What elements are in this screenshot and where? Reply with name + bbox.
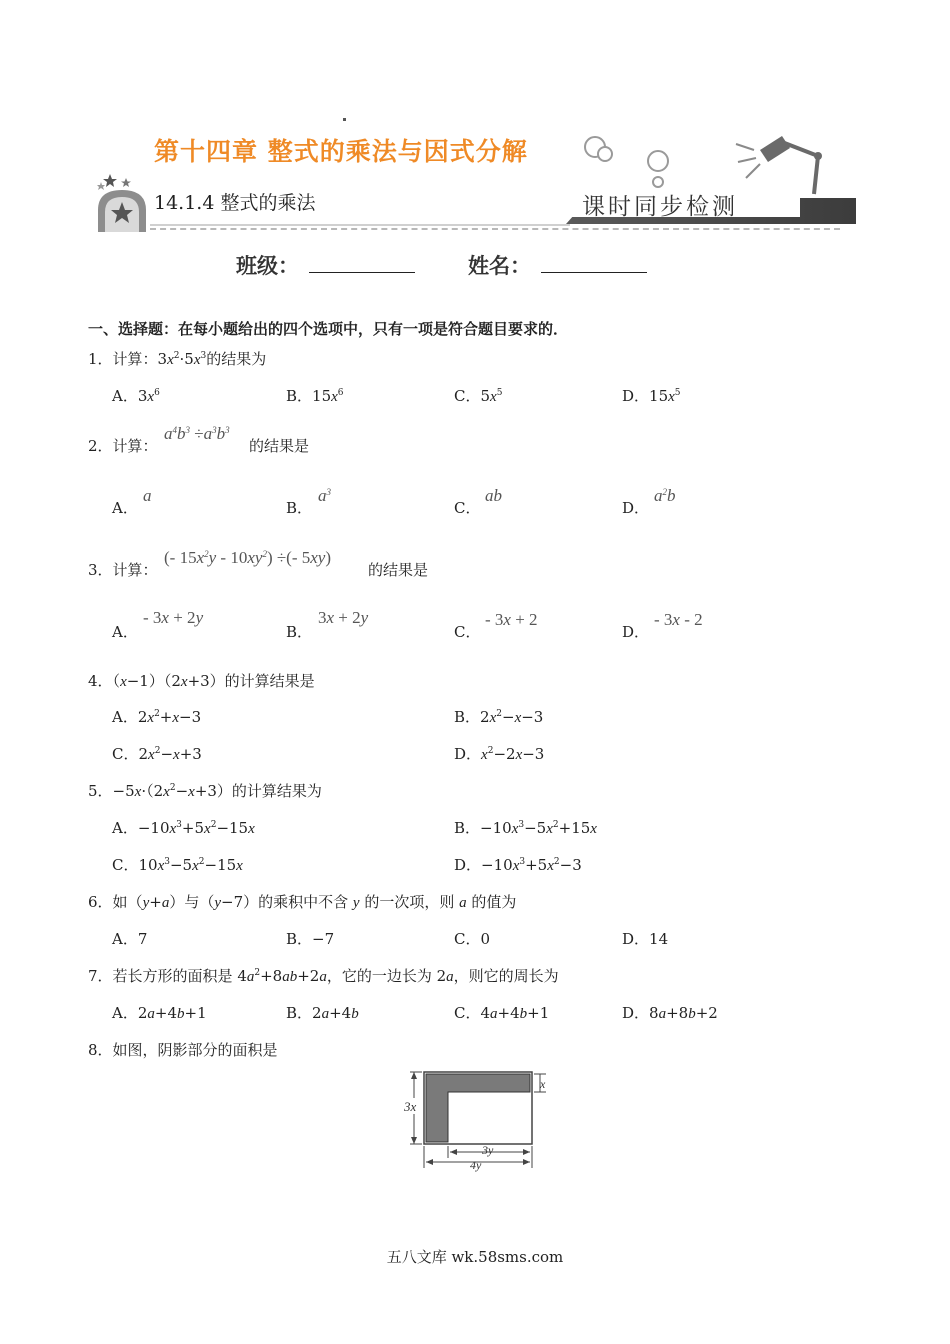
- q3-option-a[interactable]: - 3x + 2y: [143, 608, 204, 627]
- name-input[interactable]: [541, 254, 647, 273]
- question-2: [88, 436, 158, 456]
- q1-option-c[interactable]: C．$5x^5$: [454, 387, 503, 405]
- label-4y: 4y: [470, 1158, 482, 1172]
- q5-option-d[interactable]: D．$-10x^3+5x^2-3$: [454, 856, 582, 874]
- question-8: [88, 1040, 278, 1060]
- q2-option-b[interactable]: $a^3$: [318, 486, 331, 505]
- q7-option-d[interactable]: D．8a+8b+2: [622, 1004, 718, 1022]
- q2-expression: $a^4b^3 \div a^3b^3$: [164, 424, 230, 443]
- header-dot: [343, 118, 346, 121]
- question-number: 6．: [88, 893, 113, 911]
- question-number: 1．: [88, 350, 113, 368]
- question-text: 计算：3: [112, 350, 168, 368]
- q5-option-a[interactable]: A．$-10x^3+5x^2-15x$: [112, 819, 255, 837]
- question-4: 4．（x−1）（2x+3）的计算结果是: [88, 672, 315, 690]
- class-label: 班级：: [236, 254, 299, 278]
- chapter-title: 第十四章 整式的乘法与因式分解: [154, 137, 528, 166]
- q3-expression: (- $15x^2y - 10xy^2$) ÷(- 5xy): [164, 548, 332, 567]
- question-text: 计算：: [112, 561, 158, 579]
- q5-option-c[interactable]: C．$10x^3-5x^2-15x$: [112, 856, 243, 874]
- q6-option-d[interactable]: D．14: [622, 930, 669, 948]
- q7-option-b[interactable]: B．2a+4b: [286, 1004, 359, 1022]
- q2-option-a-label[interactable]: A．: [112, 499, 138, 517]
- q2-option-c-label[interactable]: C．: [454, 499, 481, 517]
- q7-option-a[interactable]: A．2a+4b+1: [112, 1004, 207, 1022]
- footer-text: 五八文库 wk.58sms.com: [386, 1248, 564, 1266]
- q7-option-c[interactable]: C．4a+4b+1: [454, 1004, 550, 1022]
- q2-option-a[interactable]: a: [143, 486, 152, 505]
- header-dashed-rule: [150, 228, 840, 230]
- name-field: [468, 250, 647, 280]
- q4-option-b[interactable]: B．$2x^2-x-3$: [454, 708, 544, 726]
- q3-option-a-label[interactable]: A．: [112, 623, 138, 641]
- q3-suffix: 的结果是: [368, 561, 429, 579]
- question-number: 2．: [88, 437, 113, 455]
- q6-option-b[interactable]: B．−7: [286, 930, 335, 948]
- q2-option-d-label[interactable]: D．: [622, 499, 650, 517]
- q3-option-c[interactable]: - 3x + 2: [485, 610, 538, 629]
- header-rule: [150, 224, 570, 226]
- q3-option-d[interactable]: - 3x - 2: [654, 610, 703, 629]
- bubble-icon: [597, 146, 613, 162]
- shaded-area-figure: [400, 1068, 560, 1172]
- question-text: 如图，阴影部分的面积是: [112, 1041, 278, 1059]
- bubble-icon: [647, 150, 669, 172]
- label-3x: 3x: [404, 1099, 417, 1114]
- question-number: 3．: [88, 561, 113, 579]
- name-label: 姓名：: [468, 254, 531, 278]
- question-number: 7．: [88, 967, 113, 985]
- question-number: 4．: [88, 672, 113, 690]
- q3-option-d-label[interactable]: D．: [622, 623, 650, 641]
- q2-option-b-label[interactable]: B．: [286, 499, 313, 517]
- question-text: 计算：: [112, 437, 158, 455]
- q1-option-d[interactable]: D．$15x^5$: [622, 387, 681, 405]
- q2-suffix: 的结果是: [249, 437, 310, 455]
- q2-option-c[interactable]: ab: [485, 486, 502, 505]
- q6-option-a[interactable]: A．7: [112, 930, 148, 948]
- q6-option-c[interactable]: C．0: [454, 930, 491, 948]
- q5-option-b[interactable]: B．$-10x^3-5x^2+15x$: [454, 819, 597, 837]
- class-field: [236, 250, 415, 280]
- bubble-icon: [652, 176, 664, 188]
- question-number: 8．: [88, 1041, 113, 1059]
- q4-option-d[interactable]: D．$x^2-2x-3$: [454, 745, 545, 763]
- question-3: [88, 560, 158, 580]
- label-3y: 3y: [482, 1143, 494, 1157]
- question-text: 的结果为: [206, 350, 267, 368]
- q3-option-b-label[interactable]: B．: [286, 623, 313, 641]
- q1-option-b[interactable]: B．$15x^6$: [286, 387, 344, 405]
- question-7: 7．若长方形的面积是 $4a^2+8ab+2a$，它的一边长为 2a，则它的周长为: [88, 967, 559, 985]
- section-heading: 一、选择题：在每小题给出的四个选项中，只有一项是符合题目要求的．: [88, 320, 569, 338]
- question-number: 5．: [88, 782, 113, 800]
- star-badge-icon: [96, 172, 150, 232]
- q4-option-a[interactable]: A．$2x^2+x-3$: [112, 708, 202, 726]
- q1-option-a[interactable]: A．$3x^6$: [112, 387, 160, 405]
- class-input[interactable]: [309, 254, 415, 273]
- q2-option-d[interactable]: $a^2b$: [654, 486, 676, 505]
- q3-option-c-label[interactable]: C．: [454, 623, 481, 641]
- q3-option-b[interactable]: 3x + 2y: [318, 608, 369, 627]
- banner-title: 课时同步检测: [582, 194, 738, 220]
- question-1: 1．计算：$3x^2\cdot 5x^3$的结果为: [88, 350, 267, 368]
- section-title: 14.1.4 整式的乘法: [154, 192, 316, 214]
- label-x: x: [540, 1077, 546, 1091]
- question-6: 6．如（y+a）与（y−7）的乘积中不含 y 的一次项，则 a 的值为: [88, 893, 517, 911]
- q4-option-c[interactable]: C．$2x^2-x+3$: [112, 745, 202, 763]
- question-5: 5．$-5x\cdot(2x^2-x+3)$的计算结果为: [88, 782, 322, 800]
